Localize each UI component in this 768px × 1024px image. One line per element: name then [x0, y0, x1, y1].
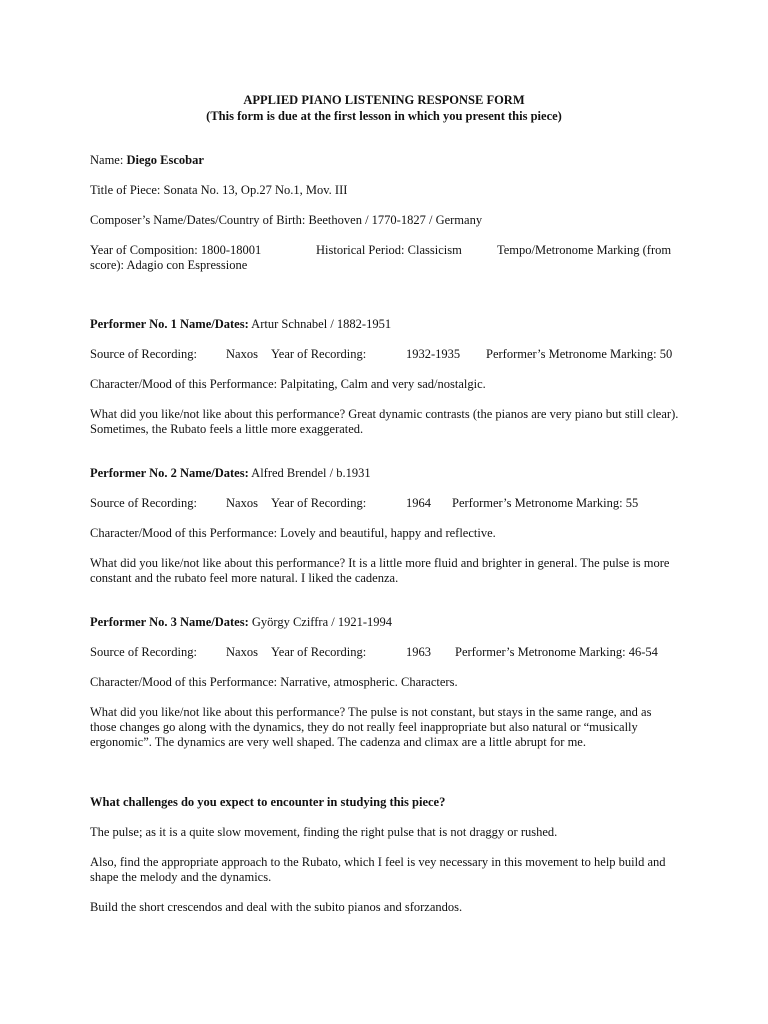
form-subtitle: (This form is due at the first lesson in which you present this piece): [206, 109, 562, 123]
challenges-question: What challenges do you expect to encounter in studying this piece?: [90, 795, 446, 809]
performer-1-character-line: [90, 377, 486, 392]
performer-3-metronome: [455, 645, 658, 660]
performer-2-name: Alfred Brendel / b.1931: [248, 466, 371, 480]
tempo-marking-label-line1: Tempo/Metronome Marking (from: [497, 243, 672, 257]
composer-value: Beethoven / 1770-1827 / Germany: [308, 213, 483, 227]
historical-period-value: Classicism: [407, 243, 462, 257]
performer-3-like-paragraph: [90, 705, 680, 750]
performer-3-metronome-value: 46-54: [628, 645, 658, 659]
performer-1-metronome-label: Performer’s Metronome Marking:: [486, 347, 660, 361]
performer-1-heading: Performer No. 1 Name/Dates:: [90, 317, 249, 331]
performer-2-like-label: What did you like/not like about this performance?: [90, 556, 349, 570]
performer-2-character-line: [90, 526, 496, 541]
performer-3-year-label: Year of Recording:: [271, 645, 367, 659]
performer-3-source-label: Source of Recording:: [90, 645, 197, 659]
composer-line: [90, 213, 482, 228]
performer-2-year-label: Year of Recording:: [271, 496, 367, 510]
tempo-marking-value: Adagio con Espressione: [126, 258, 248, 272]
performer-1-character-value: Palpitating, Calm and very sad/nostalgic.: [280, 377, 486, 391]
performer-2-metronome: [452, 496, 638, 511]
composition-year-value: 1800-18001: [200, 243, 262, 257]
performer-2-character-value: Lovely and beautiful, happy and reflective.: [280, 526, 496, 540]
performer-1-like-paragraph: [90, 407, 680, 437]
performer-3-heading: Performer No. 3 Name/Dates:: [90, 615, 249, 629]
student-name-label: Name:: [90, 153, 127, 167]
performer-2-like-paragraph: [90, 556, 680, 586]
performer-1-source-label: Source of Recording:: [90, 347, 197, 361]
performer-3-year-value: 1963: [406, 645, 431, 659]
performer-2-like-value: It is a little more fluid and brighter in general. The pulse is more constant and the rubato feel more natural. I liked the cadenza.: [90, 556, 670, 585]
performer-2-name-line: [90, 466, 371, 481]
form-title: APPLIED PIANO LISTENING RESPONSE FORM: [243, 93, 525, 107]
performer-3-metronome-label: Performer’s Metronome Marking:: [455, 645, 629, 659]
challenge-answer-3: Build the short crescendos and deal with the subito pianos and sforzandos.: [90, 900, 463, 914]
performer-2-source-label: Source of Recording:: [90, 496, 197, 510]
performer-2-character-label: Character/Mood of this Performance:: [90, 526, 281, 540]
performer-2-year-value: 1964: [406, 496, 431, 510]
performer-1-metronome-value: 50: [659, 347, 673, 361]
performer-1-like-label: What did you like/not like about this performance?: [90, 407, 349, 421]
performer-3-like-label: What did you like/not like about this performance?: [90, 705, 349, 719]
performer-1-like-value: Great dynamic contrasts (the pianos are very piano but still clear). Sometimes, the Rubato feels a little more exaggerated.: [90, 407, 679, 436]
piece-title-value: Sonata No. 13, Op.27 No.1, Mov. III: [163, 183, 348, 197]
performer-3-character-value: Narrative, atmospheric. Characters.: [280, 675, 458, 689]
performer-3-source-value: Naxos: [226, 645, 258, 659]
performer-1-year-label: Year of Recording:: [271, 347, 367, 361]
performer-1-name: Artur Schnabel / 1882-1951: [248, 317, 392, 331]
composition-year-label: Year of Composition:: [90, 243, 201, 257]
performer-3-name: György Cziffra / 1921-1994: [248, 615, 393, 629]
tempo-marking: [90, 258, 247, 273]
performer-1-source-value: Naxos: [226, 347, 258, 361]
performer-1-name-line: [90, 317, 391, 332]
composition-year: [90, 243, 261, 258]
performer-3-character-line: [90, 675, 458, 690]
performer-2-source-value: Naxos: [226, 496, 258, 510]
performer-3-name-line: [90, 615, 392, 630]
student-name-line: [90, 153, 204, 168]
piece-title-line: [90, 183, 347, 198]
performer-1-year-value: 1932-1935: [406, 347, 461, 361]
historical-period-label: Historical Period:: [316, 243, 408, 257]
student-name-value: Diego Escobar: [126, 153, 204, 167]
performer-2-metronome-label: Performer’s Metronome Marking:: [452, 496, 626, 510]
performer-1-character-label: Character/Mood of this Performance:: [90, 377, 281, 391]
composer-label: Composer’s Name/Dates/Country of Birth:: [90, 213, 309, 227]
historical-period: [316, 243, 462, 258]
performer-2-metronome-value: 55: [625, 496, 639, 510]
performer-2-heading: Performer No. 2 Name/Dates:: [90, 466, 249, 480]
performer-1-metronome: [486, 347, 672, 362]
piece-title-label: Title of Piece:: [90, 183, 164, 197]
tempo-marking-label-line2: score):: [90, 258, 127, 272]
performer-3-character-label: Character/Mood of this Performance:: [90, 675, 281, 689]
challenge-answer-1: The pulse; as it is a quite slow movement, finding the right pulse that is not draggy or rushed.: [90, 825, 558, 839]
performer-3-like-value: The pulse is not constant, but stays in the same range, and as those changes go along with the dynamics, they do not really feel inappropriate but also natural or “musically ergonomic”. The dynamics are very well shaped. The cadenza and climax are a little abrupt for me.: [90, 705, 652, 749]
challenge-answer-2: Also, find the appropriate approach to the Rubato, which I feel is vey necessary in this movement to help build and shape the melody and the dynamics.: [90, 855, 666, 884]
